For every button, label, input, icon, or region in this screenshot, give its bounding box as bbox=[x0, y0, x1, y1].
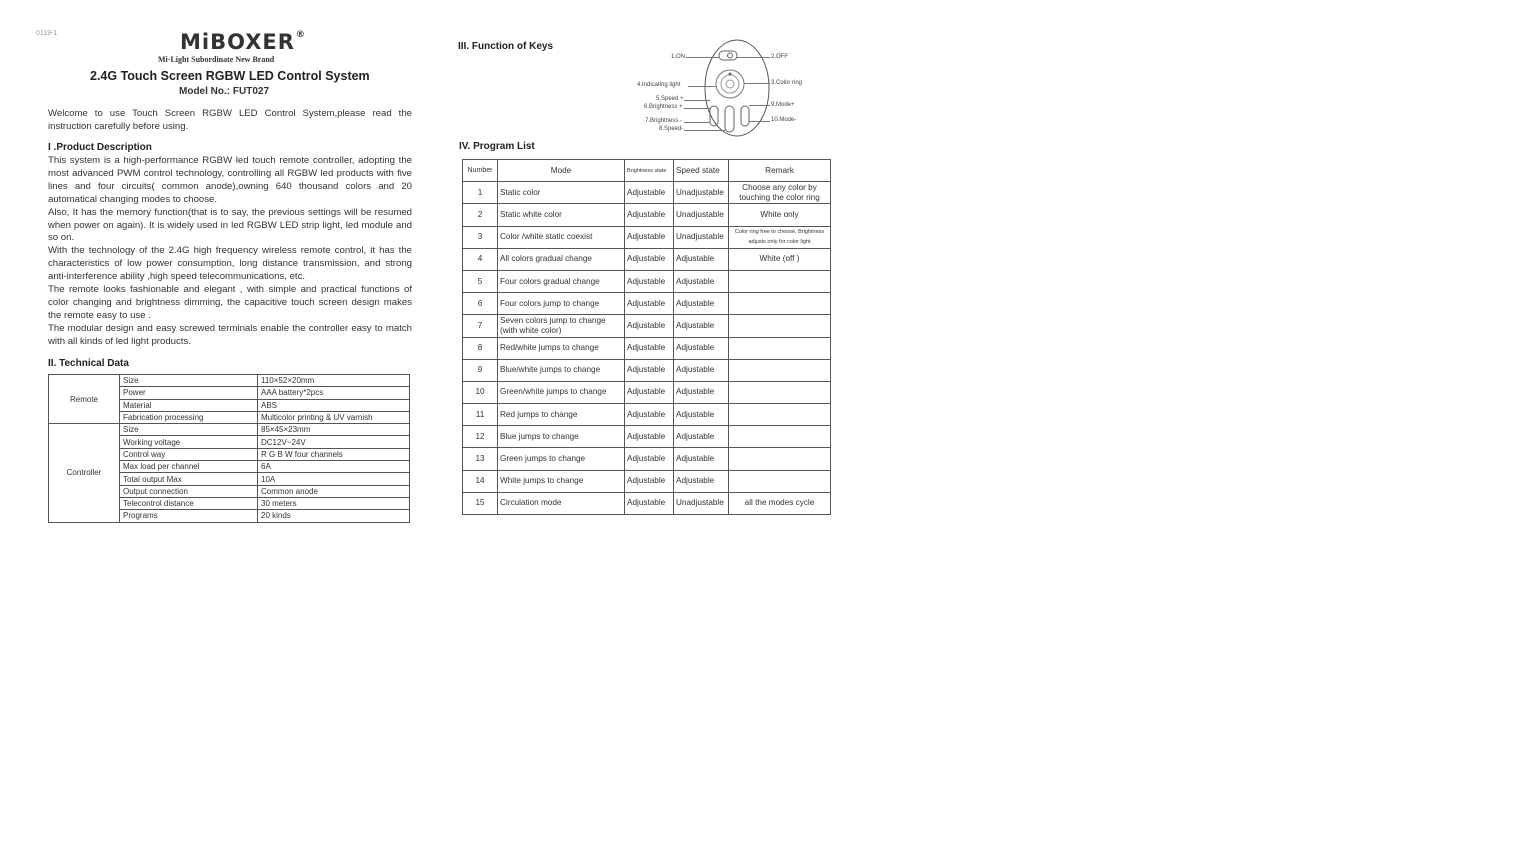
spec-key: Fabrication processing bbox=[120, 411, 258, 423]
key-label-indicating-light: 4.Indicating light bbox=[637, 82, 681, 88]
technical-data-table bbox=[48, 374, 410, 523]
document-title: 2.4G Touch Screen RGBW LED Control System bbox=[90, 69, 370, 83]
program-mode: Red jumps to change bbox=[498, 404, 625, 426]
key-label-color-ring: 3.Color ring bbox=[771, 80, 803, 86]
speed-state: Adjustable bbox=[674, 270, 729, 292]
program-remark bbox=[729, 337, 831, 359]
table-row bbox=[463, 337, 831, 359]
key-label-on: 1.ON bbox=[671, 54, 686, 60]
program-remark bbox=[729, 404, 831, 426]
product-paragraph: The remote looks fashionable and elegant , with simple and practical functions of color changing and brightness dimming, the capacitive touch screen design makes the remote easy to use . bbox=[48, 284, 412, 321]
program-remark: White (off ) bbox=[729, 248, 831, 270]
speed-state: Adjustable bbox=[674, 293, 729, 315]
program-mode: Four colors jump to change bbox=[498, 293, 625, 315]
product-description bbox=[48, 155, 412, 349]
key-label-speed-plus: 5.Speed + bbox=[656, 96, 684, 102]
controller-group-label: Controller bbox=[49, 424, 120, 522]
speed-state: Adjustable bbox=[674, 404, 729, 426]
program-remark bbox=[729, 381, 831, 403]
table-row bbox=[463, 226, 831, 248]
product-paragraph: With the technology of the 2.4G high frequency wireless remote control, it has the characteristics of low power consumption, long distance transmission, and strong anti-interference ability ,high speed telecommunications, etc. bbox=[48, 245, 412, 283]
brightness-state: Adjustable bbox=[625, 426, 674, 448]
program-list-table bbox=[462, 159, 831, 515]
table-row bbox=[463, 404, 831, 426]
spec-key: Telecontrol distance bbox=[120, 497, 258, 509]
program-remark: Choose any color by touching the color ring bbox=[729, 182, 831, 204]
spec-value: DC12V~24V bbox=[258, 436, 410, 448]
program-number: 15 bbox=[463, 492, 498, 514]
program-remark: White only bbox=[729, 204, 831, 226]
spec-key: Control way bbox=[120, 448, 258, 460]
spec-key: Max load per channel bbox=[120, 461, 258, 473]
table-row bbox=[463, 470, 831, 492]
program-remark bbox=[729, 293, 831, 315]
brightness-state: Adjustable bbox=[625, 337, 674, 359]
program-mode: White jumps to change bbox=[498, 470, 625, 492]
speed-state: Adjustable bbox=[674, 448, 729, 470]
table-row bbox=[463, 248, 831, 270]
brightness-state: Adjustable bbox=[625, 315, 674, 337]
column-header: Speed state bbox=[674, 160, 729, 182]
program-number: 5 bbox=[463, 270, 498, 292]
spec-value: Common anode bbox=[258, 485, 410, 497]
column-header: Brightness state bbox=[625, 160, 674, 182]
key-label-mode-minus: 10.Mode- bbox=[771, 117, 797, 123]
program-number: 13 bbox=[463, 448, 498, 470]
speed-state: Adjustable bbox=[674, 337, 729, 359]
program-number: 11 bbox=[463, 404, 498, 426]
function-of-keys-heading: III. Function of Keys bbox=[458, 41, 554, 52]
spec-value: 30 meters bbox=[258, 497, 410, 509]
product-paragraph: Also, It has the memory function(that is to say, the previous settings will be resumed when power on again). It is widely used in led RGBW LED strip light, led module and so on. bbox=[48, 206, 412, 244]
table-row bbox=[463, 448, 831, 470]
program-number: 12 bbox=[463, 426, 498, 448]
program-remark bbox=[729, 359, 831, 381]
table-row bbox=[49, 424, 410, 436]
program-remark bbox=[729, 270, 831, 292]
program-remark: all the modes cycle bbox=[729, 492, 831, 514]
program-mode: Green/white jumps to change bbox=[498, 381, 625, 403]
spec-value: Multicolor printing & UV varnish bbox=[258, 411, 410, 423]
spec-key: Working voltage bbox=[120, 436, 258, 448]
program-remark bbox=[729, 470, 831, 492]
program-number: 7 bbox=[463, 315, 498, 337]
spec-value: 85×45×23mm bbox=[258, 424, 410, 436]
spec-value: R G B W four channels bbox=[258, 448, 410, 460]
column-header: Number bbox=[463, 160, 498, 182]
spec-key: Output connection bbox=[120, 485, 258, 497]
spec-value: 20 kinds bbox=[258, 510, 410, 522]
column-header: Mode bbox=[498, 160, 625, 182]
key-label-mode-plus: 9.Mode+ bbox=[771, 102, 795, 108]
brightness-state: Adjustable bbox=[625, 293, 674, 315]
table-row bbox=[463, 315, 831, 337]
program-mode: Four colors gradual change bbox=[498, 270, 625, 292]
program-number: 8 bbox=[463, 337, 498, 359]
spec-value: 6A bbox=[258, 461, 410, 473]
speed-state: Adjustable bbox=[674, 426, 729, 448]
table-row bbox=[463, 293, 831, 315]
column-header: Remark bbox=[729, 160, 831, 182]
table-header-row bbox=[463, 160, 831, 182]
program-remark: Color ring free to choose, Brightness adjusts only for color light bbox=[729, 226, 831, 248]
registered-mark: ® bbox=[295, 30, 306, 40]
program-mode: Circulation mode bbox=[498, 492, 625, 514]
program-mode: Static white color bbox=[498, 204, 625, 226]
program-mode: Blue jumps to change bbox=[498, 426, 625, 448]
program-mode: Seven colors jump to change (with white color) bbox=[498, 315, 625, 337]
table-row bbox=[49, 375, 410, 387]
table-row bbox=[463, 182, 831, 204]
program-number: 14 bbox=[463, 470, 498, 492]
speed-state: Unadjustable bbox=[674, 204, 729, 226]
brightness-state: Adjustable bbox=[625, 270, 674, 292]
spec-key: Total output Max bbox=[120, 473, 258, 485]
program-mode: Color /white static coexist bbox=[498, 226, 625, 248]
program-number: 2 bbox=[463, 204, 498, 226]
spec-key: Size bbox=[120, 375, 258, 387]
speed-state: Adjustable bbox=[674, 381, 729, 403]
table-row bbox=[463, 381, 831, 403]
speed-state: Unadjustable bbox=[674, 182, 729, 204]
program-number: 4 bbox=[463, 248, 498, 270]
table-row bbox=[463, 270, 831, 292]
brightness-state: Adjustable bbox=[625, 381, 674, 403]
speed-state: Unadjustable bbox=[674, 226, 729, 248]
key-label-brightness-plus: 6.Brightness + bbox=[644, 104, 683, 110]
speed-state: Adjustable bbox=[674, 359, 729, 381]
brightness-state: Adjustable bbox=[625, 226, 674, 248]
spec-key: Material bbox=[120, 399, 258, 411]
program-number: 6 bbox=[463, 293, 498, 315]
speed-state: Unadjustable bbox=[674, 492, 729, 514]
key-label-brightness-minus: 7.Brightness - bbox=[645, 118, 683, 124]
technical-data-heading: II. Technical Data bbox=[48, 358, 129, 369]
brightness-state: Adjustable bbox=[625, 404, 674, 426]
welcome-text: Welcome to use Touch Screen RGBW LED Control System,please read the instruction carefully before using. bbox=[48, 108, 412, 132]
speed-state: Adjustable bbox=[674, 315, 729, 337]
program-remark bbox=[729, 426, 831, 448]
brightness-state: Adjustable bbox=[625, 204, 674, 226]
program-number: 3 bbox=[463, 226, 498, 248]
spec-key: Power bbox=[120, 387, 258, 399]
table-row bbox=[463, 492, 831, 514]
brand-subtitle: Mi·Light Subordinate New Brand bbox=[158, 55, 275, 64]
remote-drawing bbox=[600, 36, 830, 148]
program-number: 1 bbox=[463, 182, 498, 204]
program-mode: Blue/white jumps to change bbox=[498, 359, 625, 381]
program-mode: Red/white jumps to change bbox=[498, 337, 625, 359]
table-row bbox=[463, 426, 831, 448]
program-remark bbox=[729, 315, 831, 337]
program-mode: Green jumps to change bbox=[498, 448, 625, 470]
program-mode: All colors gradual change bbox=[498, 248, 625, 270]
brand-logo bbox=[180, 30, 306, 54]
product-paragraph: This system is a high-performance RGBW led touch remote controller, adopting the most advanced PWM control technology, controlling all RGBW led products with five lines and four circuits( common anode),owning 640 thousand colors and 20 automatical changing modes to choose. bbox=[48, 155, 412, 205]
spec-value: 110×52×20mm bbox=[258, 375, 410, 387]
brightness-state: Adjustable bbox=[625, 248, 674, 270]
spec-key: Programs bbox=[120, 510, 258, 522]
model-number: Model No.: FUT027 bbox=[179, 86, 270, 97]
product-description-heading: I .Product Description bbox=[48, 142, 152, 153]
product-paragraph: The modular design and easy screwed terminals enable the controller easy to match with all kinds of led light products. bbox=[48, 322, 412, 347]
logo-text: MiBOXER bbox=[180, 30, 295, 54]
brightness-state: Adjustable bbox=[625, 492, 674, 514]
speed-state: Adjustable bbox=[674, 248, 729, 270]
spec-value: 10A bbox=[258, 473, 410, 485]
table-row bbox=[463, 359, 831, 381]
spec-value: ABS bbox=[258, 399, 410, 411]
spec-key: Size bbox=[120, 424, 258, 436]
table-row bbox=[463, 204, 831, 226]
speed-state: Adjustable bbox=[674, 470, 729, 492]
brightness-state: Adjustable bbox=[625, 359, 674, 381]
key-label-speed-minus: 8.Speed- bbox=[659, 126, 684, 132]
brightness-state: Adjustable bbox=[625, 448, 674, 470]
program-number: 9 bbox=[463, 359, 498, 381]
remote-diagram bbox=[600, 36, 830, 148]
program-remark bbox=[729, 448, 831, 470]
brightness-state: Adjustable bbox=[625, 470, 674, 492]
remote-group-label: Remote bbox=[49, 375, 120, 424]
program-number: 10 bbox=[463, 381, 498, 403]
document-code: 0119-1 bbox=[36, 30, 58, 37]
spec-value: AAA battery*2pcs bbox=[258, 387, 410, 399]
program-mode: Static color bbox=[498, 182, 625, 204]
key-label-off: 2.OFF bbox=[771, 54, 789, 60]
brightness-state: Adjustable bbox=[625, 182, 674, 204]
program-list-heading: IV. Program List bbox=[459, 141, 535, 152]
